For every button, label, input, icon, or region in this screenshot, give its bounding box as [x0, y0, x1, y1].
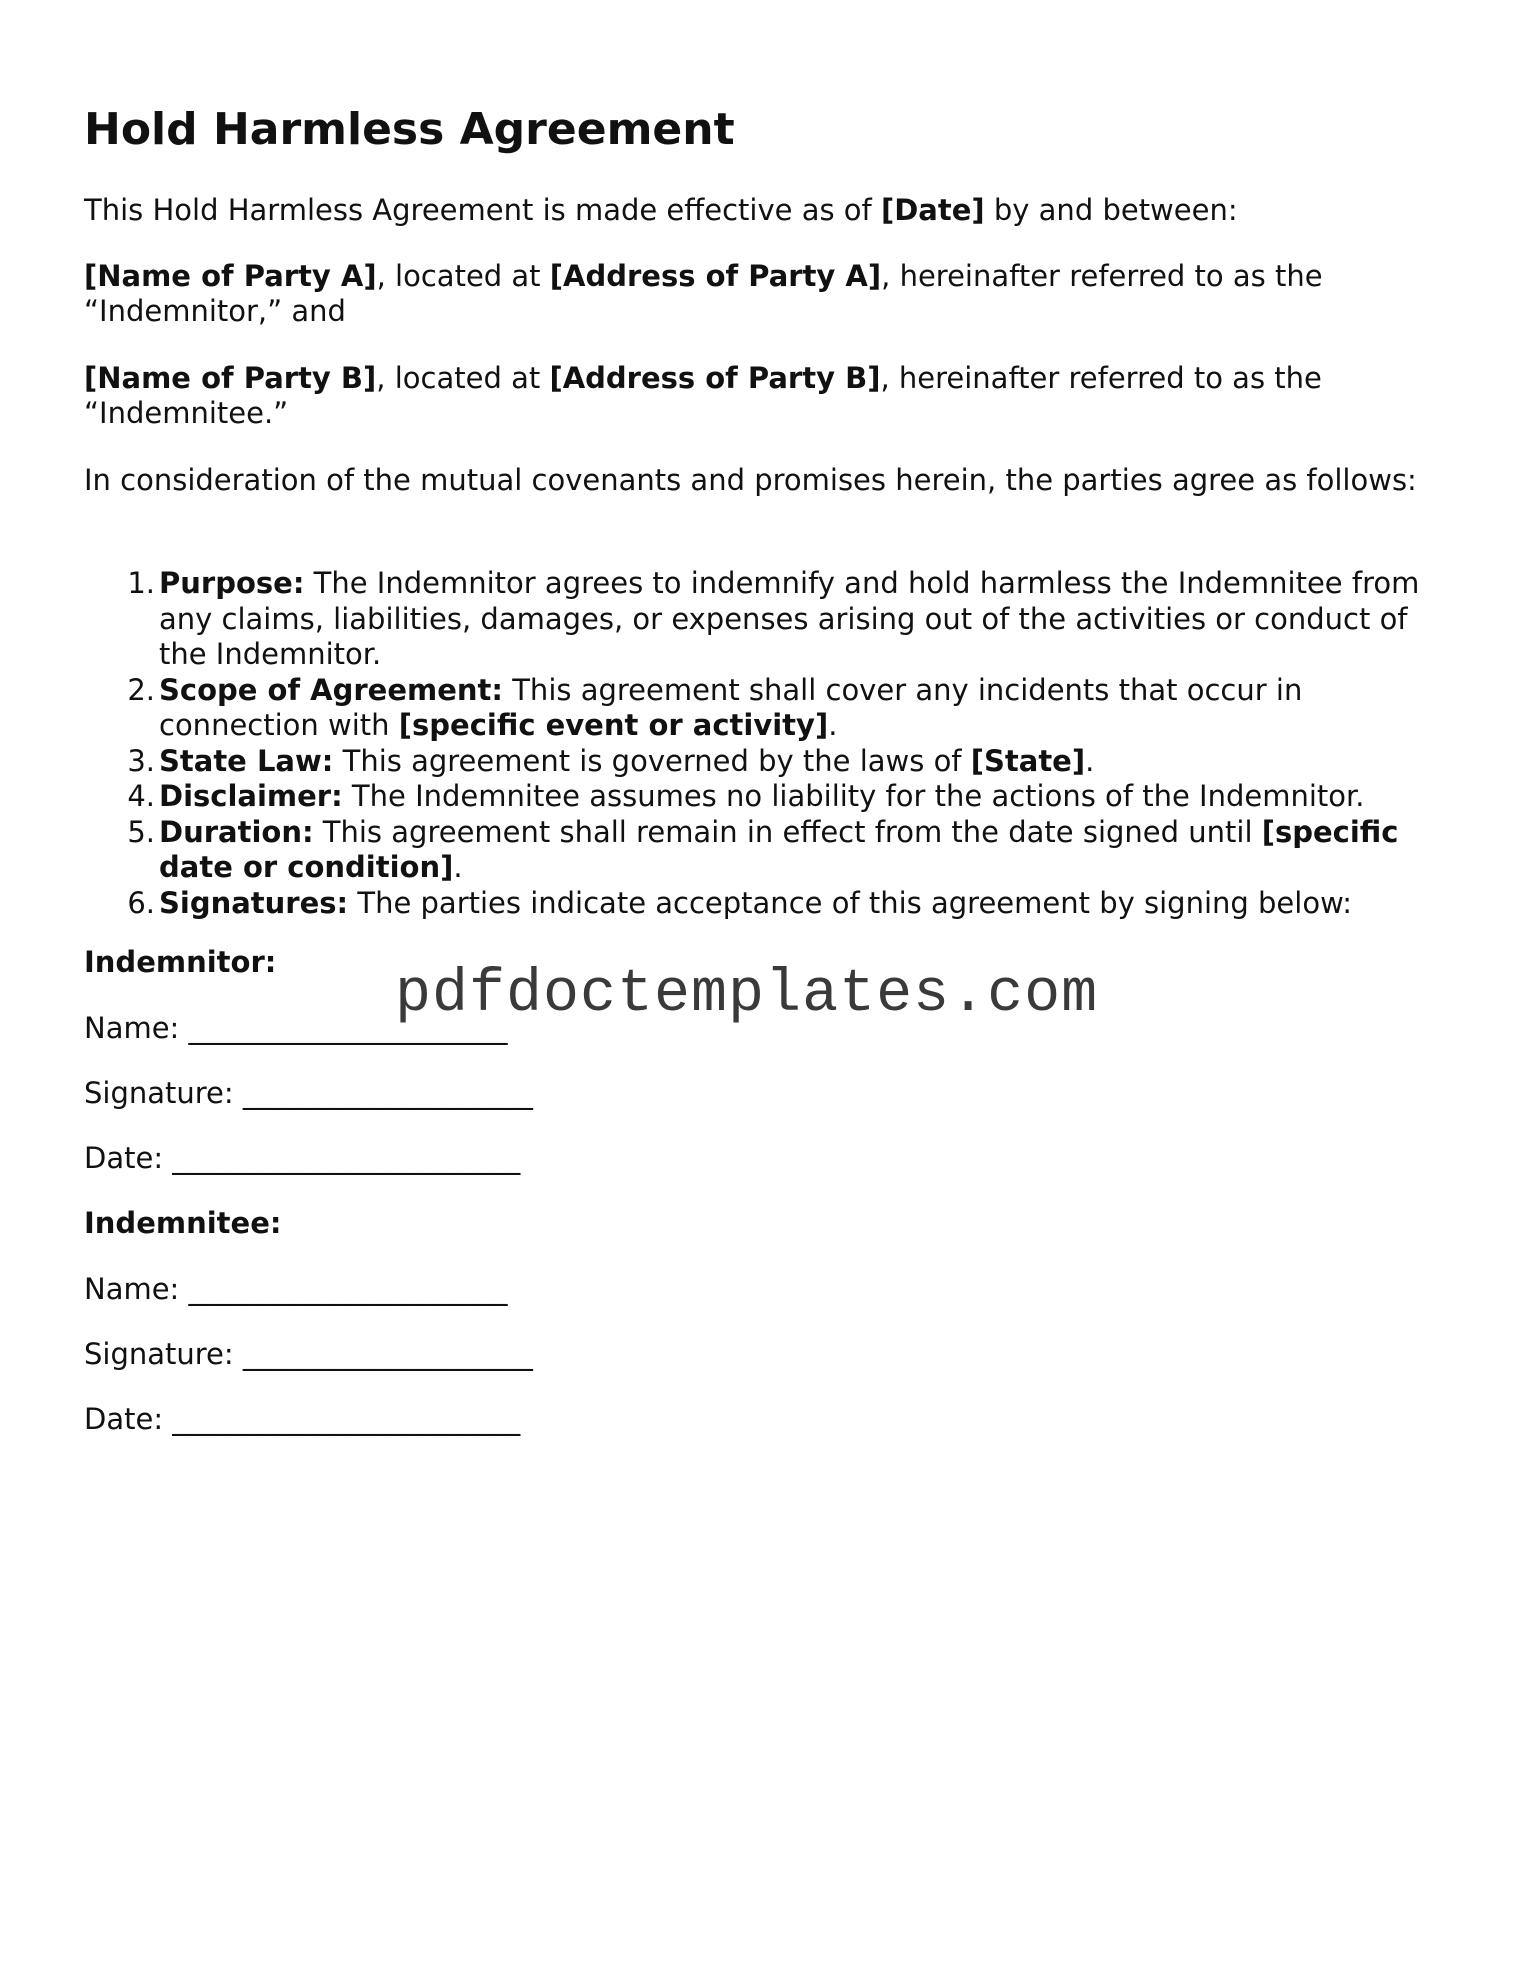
intro-text-before: This Hold Harmless Agreement is made effective as of [84, 193, 881, 227]
term-item-scope [127, 672, 1456, 744]
watermark-text: pdfdoctemplates.com [395, 961, 1099, 1029]
term-item-signatures [127, 885, 1456, 922]
indemnitee-name-field[interactable]: Name: ______________________ [84, 1272, 508, 1306]
term-text: This agreement shall cover any incidents that occur in connection with [159, 672, 1303, 742]
term-number: 1. [127, 566, 155, 600]
term-end: . [453, 850, 463, 884]
party-a-name-placeholder: [Name of Party A] [84, 259, 377, 293]
term-label: Signatures: [159, 885, 349, 920]
party-b-mid-text: , located at [376, 361, 550, 395]
party-b-address-placeholder: [Address of Party B] [549, 361, 881, 395]
term-number: 4. [127, 779, 155, 813]
party-b-tail-text: , hereinafter referred to as the “Indemnitee.” [84, 361, 1322, 430]
term-end: . [828, 708, 838, 742]
term-number: 2. [127, 672, 155, 707]
term-text: The Indemnitee assumes no liability for the actions of the Indemnitor. [342, 779, 1365, 813]
indemnitee-signature-field[interactable]: Signature: ____________________ [84, 1337, 533, 1371]
party-a-paragraph [84, 259, 1456, 329]
indemnitee-heading: Indemnitee: [84, 1206, 282, 1240]
term-label: Duration: [159, 814, 314, 849]
indemnitor-date-field[interactable]: Date: ________________________ [84, 1141, 521, 1175]
term-number: 3. [127, 743, 155, 778]
term-number: 5. [127, 814, 155, 849]
term-label: Purpose: [159, 566, 305, 600]
term-text: The parties indicate acceptance of this agreement by signing below: [348, 885, 1352, 920]
term-item-disclaimer [127, 779, 1456, 815]
term-placeholder: [State] [970, 743, 1086, 778]
party-a-mid-text: , located at [376, 259, 550, 293]
consideration-paragraph: In consideration of the mutual covenants and promises herein, the parties agree as follows: [84, 463, 1417, 497]
indemnitor-signature-field[interactable]: Signature: ____________________ [84, 1076, 533, 1110]
party-b-paragraph [84, 361, 1456, 431]
term-label: Disclaimer: [159, 779, 343, 813]
indemnitor-heading: Indemnitor: [84, 945, 277, 979]
document-title: Hold Harmless Agreement [84, 104, 735, 155]
terms-list [84, 566, 1456, 921]
party-b-name-placeholder: [Name of Party B] [84, 361, 377, 395]
party-a-address-placeholder: [Address of Party A] [549, 259, 882, 293]
term-text: This agreement shall remain in effect from the date signed until [313, 814, 1262, 849]
term-text: The Indemnitor agrees to indemnify and hold harmless the Indemnitee from any claims, liabilities, damages, or expenses arising out of the activities or conduct of the Indemnitor. [159, 566, 1420, 671]
term-number: 6. [127, 885, 155, 920]
indemnitor-name-field[interactable]: Name: ______________________ [84, 1011, 508, 1045]
intro-text-after: by and between: [984, 193, 1238, 227]
date-placeholder: [Date] [880, 193, 985, 227]
term-label: Scope of Agreement: [159, 672, 503, 707]
intro-paragraph [84, 193, 1456, 228]
term-item-purpose [127, 566, 1456, 673]
term-label: State Law: [159, 743, 334, 778]
term-end: . [1085, 743, 1095, 778]
term-text: This agreement is governed by the laws of [333, 743, 971, 778]
term-item-state-law [127, 743, 1456, 780]
term-placeholder: [specific event or activity] [398, 708, 829, 742]
term-placeholder: [specific date or condition] [159, 814, 1399, 884]
party-a-tail-text: , hereinafter referred to as the “Indemnitor,” and [84, 259, 1323, 328]
term-item-duration [127, 814, 1456, 886]
indemnitee-date-field[interactable]: Date: ________________________ [84, 1402, 521, 1436]
